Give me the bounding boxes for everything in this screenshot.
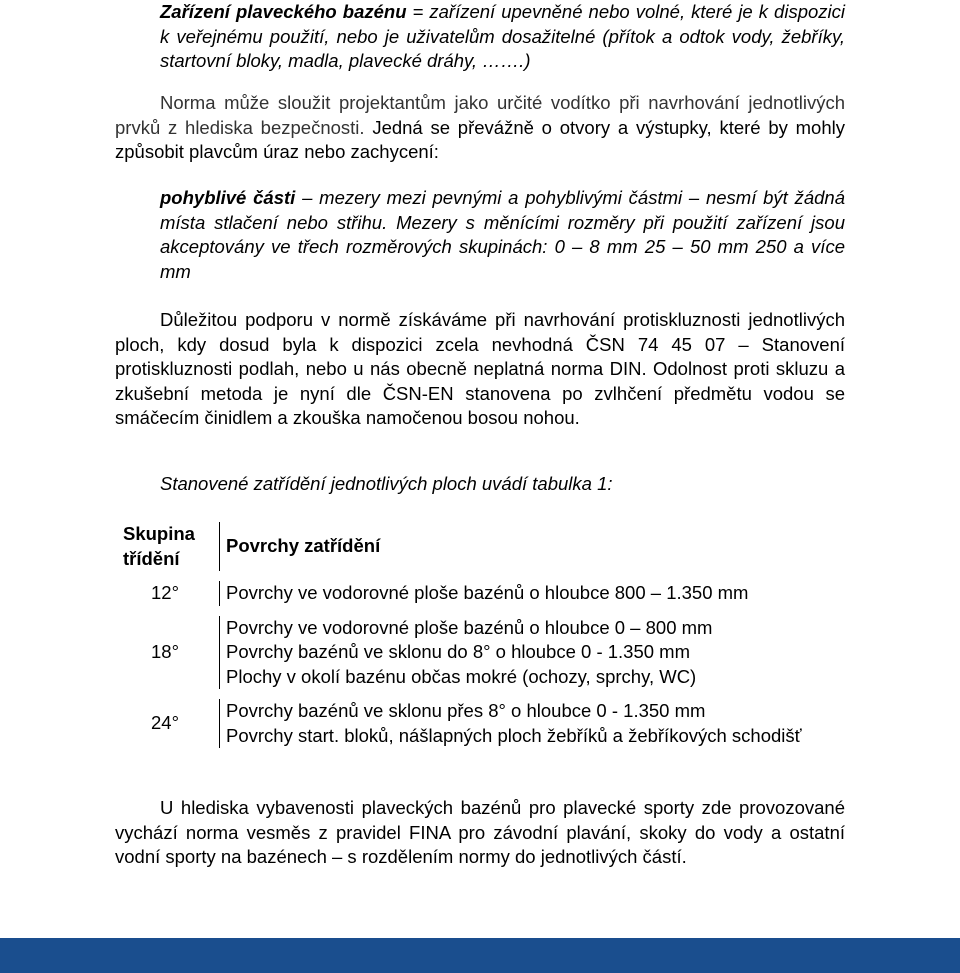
paragraph-norm-guidance [115, 91, 845, 165]
group-cell: 12° [115, 581, 220, 606]
footer-bar [0, 938, 960, 973]
moving-parts-text: – mezery mezi pevnými a pohyblivými částmi – nesmí být žádná místa stlačení nebo střihu. Mezery s měnícími rozměry při použití zařízení jsou akceptovány ve třech rozměrových skupinách: 0 – 8 mm 25 – 50 mm 250 a více mm [160, 187, 846, 282]
header-surfaces: Povrchy zatřídění [226, 535, 381, 557]
table-header-row [115, 522, 815, 571]
surface-classification-table [115, 512, 815, 758]
surface-line: Plochy v okolí bazénu občas mokré (ochozy, sprchy, WC) [226, 665, 697, 687]
norm-guidance-sentence: Norma může sloužit projektantům jako určité vodítko při navrhování jednotlivých prvků z hlediska bezpečnosti. [115, 92, 845, 138]
group-cell: 24° [115, 699, 220, 748]
surface-line: Povrchy bazénů ve sklonu přes 8° o hloubce 0 - 1.350 mm [226, 700, 706, 721]
paragraph-moving-parts [115, 186, 845, 284]
surface-line: Povrchy ve vodorovné ploše bazénů o hloubce 800 – 1.350 mm [226, 582, 749, 603]
surfaces-cell [220, 616, 815, 690]
paragraph-slip-resistance: Důležitou podporu v normě získáváme při navrhování protiskluznosti jednotlivých ploch, kdy dosud byla k dispozici zcela nevhodná ČSN 74 45 07 – Stanovení protiskluznosti podlah, nebo u nás obecně neplatná norma DIN. Odolnost proti skluzu a zkušební metoda je nyní dle ČSN-EN stanovena po zvlhčení předmětu vodou se smáčecím činidlem a zkouška namočenou bosou nohou. [115, 309, 845, 428]
term-moving-parts: pohyblivé části [160, 187, 296, 208]
table-row [115, 699, 815, 748]
paragraph-pool-equipment [115, 0, 845, 74]
term-pool-equipment: Zařízení plaveckého bazénu [160, 1, 407, 22]
paragraph-fina-rules: U hlediska vybavenosti plaveckých bazénů pro plavecké sporty zde provozované vychází norma vesměs z pravidel FINA pro závodní plavání, skoky do vody a ostatní vodní sporty na bazénech – s rozdělením normy do jednotlivých částí. [115, 797, 845, 867]
surface-line: Povrchy ve vodorovné ploše bazénů o hloubce 0 – 800 mm [226, 616, 713, 638]
surfaces-cell [220, 581, 815, 606]
table-row [115, 581, 815, 606]
openings-sentence: Jedná se převážně o otvory a výstupky, které by mohly způsobit plavcům úraz nebo zachycení: [115, 116, 845, 162]
definition-pool-equipment: = zařízení upevněné nebo volné, které je k dispozici k veřejnému použití, nebo je uživatelům dosažitelné (přítok a odtok vody, žebříky, startovní bloky, madla, plavecké dráhy, …….) [160, 1, 845, 71]
table-caption: Stanovené zatřídění jednotlivých ploch uvádí tabulka 1: [160, 473, 613, 494]
table-row [115, 616, 815, 690]
group-cell: 18° [115, 616, 220, 690]
surface-line: Povrchy bazénů ve sklonu do 8° o hloubce 0 - 1.350 mm [226, 641, 690, 662]
surfaces-cell [220, 699, 815, 748]
header-group: Skupina třídění [115, 522, 220, 571]
surface-line: Povrchy start. bloků, nášlapných ploch žebříků a žebříkových schodišť [226, 724, 802, 746]
